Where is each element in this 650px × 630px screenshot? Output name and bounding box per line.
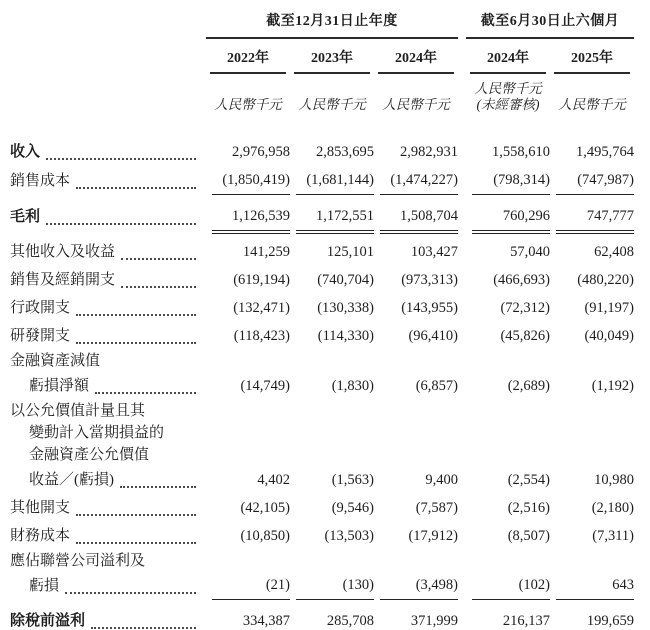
row-label-line [10, 238, 206, 266]
cell [550, 294, 634, 322]
row-label-text: 研發開支 [10, 328, 71, 344]
cell-value: 62,408 [594, 244, 634, 260]
cell-value: (102) [472, 571, 550, 600]
cell [550, 607, 634, 630]
currency-note-cell [550, 90, 634, 113]
cell [206, 202, 290, 231]
cell [466, 202, 550, 231]
cell-value: 216,137 [502, 613, 550, 629]
row-label-line [10, 572, 206, 600]
cell-value: (1,474,227) [380, 166, 458, 195]
cell [466, 138, 550, 166]
table-row [10, 138, 634, 166]
cell-value: 57,040 [510, 244, 550, 260]
dot-leader [76, 187, 196, 189]
cell-value: (42,105) [240, 500, 290, 516]
table-row [10, 202, 634, 231]
period-header-annual [206, 10, 458, 39]
cell [374, 322, 458, 350]
cell-value: (72,312) [500, 300, 550, 316]
currency-note-cell [290, 90, 374, 113]
cell [374, 372, 458, 400]
row-label-line: 金融資產公允價值 [29, 447, 150, 463]
cell [206, 607, 290, 630]
dot-leader [46, 158, 196, 160]
table-body [10, 138, 634, 630]
period-header-interim-label: 截至6月30日止六個月 [480, 14, 620, 29]
currency-note: 人民幣千元 [214, 97, 282, 112]
cell-value: (480,220) [577, 272, 634, 288]
cell [550, 522, 634, 550]
currency-note: 人民幣千元 [382, 97, 450, 112]
cell-value: 285,708 [326, 613, 374, 629]
row-label-text: 財務成本 [10, 528, 71, 544]
dot-leader [76, 314, 196, 316]
row-label-text: 其他開支 [10, 500, 71, 516]
dot-leader [95, 392, 196, 394]
dot-leader [65, 592, 196, 594]
cell [374, 466, 458, 494]
table-row [10, 400, 634, 494]
period-header-interim [466, 10, 634, 39]
dot-leader [76, 514, 196, 516]
row-label-text: 虧損淨額 [29, 378, 90, 394]
cell-value: (1,563) [331, 472, 374, 488]
dot-leader [46, 223, 196, 225]
cell [466, 266, 550, 294]
cell [550, 322, 634, 350]
row-label-text: 行政開支 [10, 300, 71, 316]
row-label-text: 收入 [10, 144, 41, 160]
cell-value: 199,659 [586, 613, 634, 629]
row-label [10, 322, 206, 350]
cell-value: 9,400 [425, 472, 458, 488]
cell [290, 607, 374, 630]
cell-value: (143,955) [401, 300, 458, 316]
currency-note: 人民幣千元 [298, 97, 366, 112]
row-label-line: 變動計入當期損益的 [29, 425, 165, 441]
period-header-annual-label: 截至12月31日止年度 [266, 14, 398, 29]
cell-value: (10,850) [240, 528, 290, 544]
cell-value: 2,982,931 [400, 144, 458, 160]
row-label [10, 138, 206, 166]
cell-value: 10,980 [594, 472, 634, 488]
cell-value: (2,516) [507, 500, 550, 516]
dot-leader [91, 627, 196, 629]
dot-leader [120, 486, 196, 488]
cell-value: (7,587) [415, 500, 458, 516]
row-label-line [10, 294, 206, 322]
cell-value: (13,503) [324, 528, 374, 544]
row-label-line: 以公允價值計量且其 [10, 403, 146, 419]
cell [374, 266, 458, 294]
row-label-text: 其他收入及收益 [10, 244, 116, 260]
cell-value: (17,912) [408, 528, 458, 544]
cell [466, 238, 550, 266]
period-header-row [10, 10, 634, 39]
row-label-text: 銷售及經銷開支 [10, 272, 116, 288]
cell [206, 522, 290, 550]
cell [206, 372, 290, 400]
cell-value: (2,554) [507, 472, 550, 488]
cell [290, 166, 374, 195]
dot-leader [121, 286, 196, 288]
row-label [10, 494, 206, 522]
row-label [10, 350, 206, 400]
cell [290, 202, 374, 231]
currency-note-cell [466, 74, 550, 113]
table-row [10, 522, 634, 550]
cell-value: (3,498) [380, 571, 458, 600]
cell [206, 238, 290, 266]
dot-leader [76, 542, 196, 544]
cell-value: (7,311) [592, 528, 634, 544]
cell-value: 141,259 [242, 244, 290, 260]
cell [466, 322, 550, 350]
cell [466, 571, 550, 600]
table-row [10, 322, 634, 350]
cell [466, 607, 550, 630]
cell-value: (6,857) [415, 378, 458, 394]
cell-value: (1,850,419) [212, 166, 290, 195]
cell [466, 466, 550, 494]
cell [374, 494, 458, 522]
cell [290, 266, 374, 294]
cell-value: (118,423) [233, 328, 290, 344]
cell [466, 294, 550, 322]
dot-leader [76, 342, 196, 344]
cell [290, 466, 374, 494]
cell-value: 125,101 [326, 244, 374, 260]
cell [374, 138, 458, 166]
cell [550, 571, 634, 600]
cell [206, 466, 290, 494]
cell-value: (1,681,144) [296, 166, 374, 195]
cell [206, 294, 290, 322]
cell [290, 372, 374, 400]
cell [374, 607, 458, 630]
table-row [10, 350, 634, 400]
cell-value: (747,987) [556, 166, 634, 195]
row-label-line [10, 607, 206, 630]
dot-leader [121, 258, 196, 260]
currency-note: 人民幣千元 [558, 97, 626, 112]
row-label-text: 除稅前溢利 [10, 613, 86, 629]
cell-value: (40,049) [584, 328, 634, 344]
currency-note-cell [374, 90, 458, 113]
cell [466, 166, 550, 195]
unaudited-note: (未經審核) [476, 97, 540, 112]
cell-value: (130) [296, 571, 374, 600]
cell-value: 760,296 [472, 202, 550, 231]
cell-value: (8,507) [507, 528, 550, 544]
cell [550, 202, 634, 231]
table-row [10, 166, 634, 195]
year-header-cell [290, 39, 374, 74]
row-label-text: 毛利 [10, 209, 41, 225]
cell [374, 294, 458, 322]
row-label-line [10, 203, 206, 231]
cell [374, 238, 458, 266]
table-row [10, 607, 634, 630]
cell [290, 494, 374, 522]
cell [206, 266, 290, 294]
cell [374, 522, 458, 550]
cell-value: (1,192) [591, 378, 634, 394]
year-header: 2022年 [210, 39, 286, 74]
cell [374, 202, 458, 231]
cell [466, 494, 550, 522]
cell-value: 1,558,610 [492, 144, 550, 160]
year-header: 2024年 [470, 39, 546, 74]
cell [550, 494, 634, 522]
cell-value: 747,777 [556, 202, 634, 231]
row-label-line [10, 372, 206, 400]
cell-value: (130,338) [317, 300, 374, 316]
cell [550, 266, 634, 294]
cell [550, 166, 634, 195]
cell-value: 103,427 [410, 244, 458, 260]
cell [550, 138, 634, 166]
cell-value: 4,402 [257, 472, 290, 488]
cell-value: 371,999 [410, 613, 458, 629]
row-label [10, 550, 206, 600]
cell [550, 466, 634, 494]
cell-value: 334,387 [242, 613, 290, 629]
cell-value: 1,172,551 [296, 202, 374, 231]
cell-value: 2,976,958 [232, 144, 290, 160]
cell [206, 138, 290, 166]
cell-value: (14,749) [240, 378, 290, 394]
row-label-text: 銷售成本 [10, 173, 71, 189]
table-row [10, 266, 634, 294]
cell-value: (1,830) [331, 378, 374, 394]
currency-note-row [10, 74, 634, 113]
cell-value: (2,689) [507, 378, 550, 394]
cell-value: (2,180) [591, 500, 634, 516]
currency-note: 人民幣千元 [474, 81, 542, 96]
table-row [10, 294, 634, 322]
year-header-row [10, 39, 634, 74]
cell [290, 238, 374, 266]
cell [290, 322, 374, 350]
cell-value: (114,330) [317, 328, 374, 344]
year-header-cell [206, 39, 290, 74]
row-label [10, 266, 206, 294]
table-row [10, 238, 634, 266]
year-header-cell [466, 39, 550, 74]
cell [206, 166, 290, 195]
row-label [10, 294, 206, 322]
cell [290, 571, 374, 600]
row-label-line [10, 322, 206, 350]
cell-value: 1,508,704 [380, 202, 458, 231]
cell-value: 1,495,764 [576, 144, 634, 160]
cell [374, 571, 458, 600]
table-row [10, 494, 634, 522]
row-label-line [10, 138, 206, 166]
cell [466, 522, 550, 550]
currency-note-cell [206, 90, 290, 113]
row-label [10, 238, 206, 266]
cell-value: (973,313) [401, 272, 458, 288]
row-label-line: 應佔聯營公司溢利及 [10, 553, 146, 569]
cell-value: (466,693) [493, 272, 550, 288]
cell [206, 494, 290, 522]
cell-value: (740,704) [317, 272, 374, 288]
cell [206, 571, 290, 600]
row-label [10, 522, 206, 550]
row-label-line [10, 167, 206, 195]
cell [550, 372, 634, 400]
row-label-line: 金融資產減值 [10, 353, 101, 369]
row-label [10, 203, 206, 231]
cell-value: (21) [212, 571, 290, 600]
year-header: 2023年 [294, 39, 370, 74]
cell-value: (798,314) [472, 166, 550, 195]
row-label-line [10, 266, 206, 294]
row-label [10, 167, 206, 195]
year-header-cell [550, 39, 634, 74]
row-label-line [10, 522, 206, 550]
row-label [10, 400, 206, 494]
row-label [10, 607, 206, 630]
cell [290, 294, 374, 322]
cell [290, 138, 374, 166]
row-label-line [10, 494, 206, 522]
cell [466, 372, 550, 400]
cell [290, 522, 374, 550]
cell-value: (132,471) [233, 300, 290, 316]
row-label-text: 虧損 [29, 578, 60, 594]
table-row [10, 550, 634, 600]
cell-value: (45,826) [500, 328, 550, 344]
cell [206, 322, 290, 350]
cell [550, 238, 634, 266]
cell-value: 1,126,539 [212, 202, 290, 231]
cell-value: (91,197) [584, 300, 634, 316]
year-header-cell [374, 39, 458, 74]
cell-value: (9,546) [331, 500, 374, 516]
cell-value: (619,194) [233, 272, 290, 288]
row-label-line [10, 466, 206, 494]
cell-value: 2,853,695 [316, 144, 374, 160]
cell-value: 643 [556, 571, 634, 600]
cell [374, 166, 458, 195]
year-header: 2025年 [554, 39, 630, 74]
year-header: 2024年 [378, 39, 454, 74]
cell-value: (96,410) [408, 328, 458, 344]
row-label-text: 收益／(虧損) [29, 472, 114, 488]
